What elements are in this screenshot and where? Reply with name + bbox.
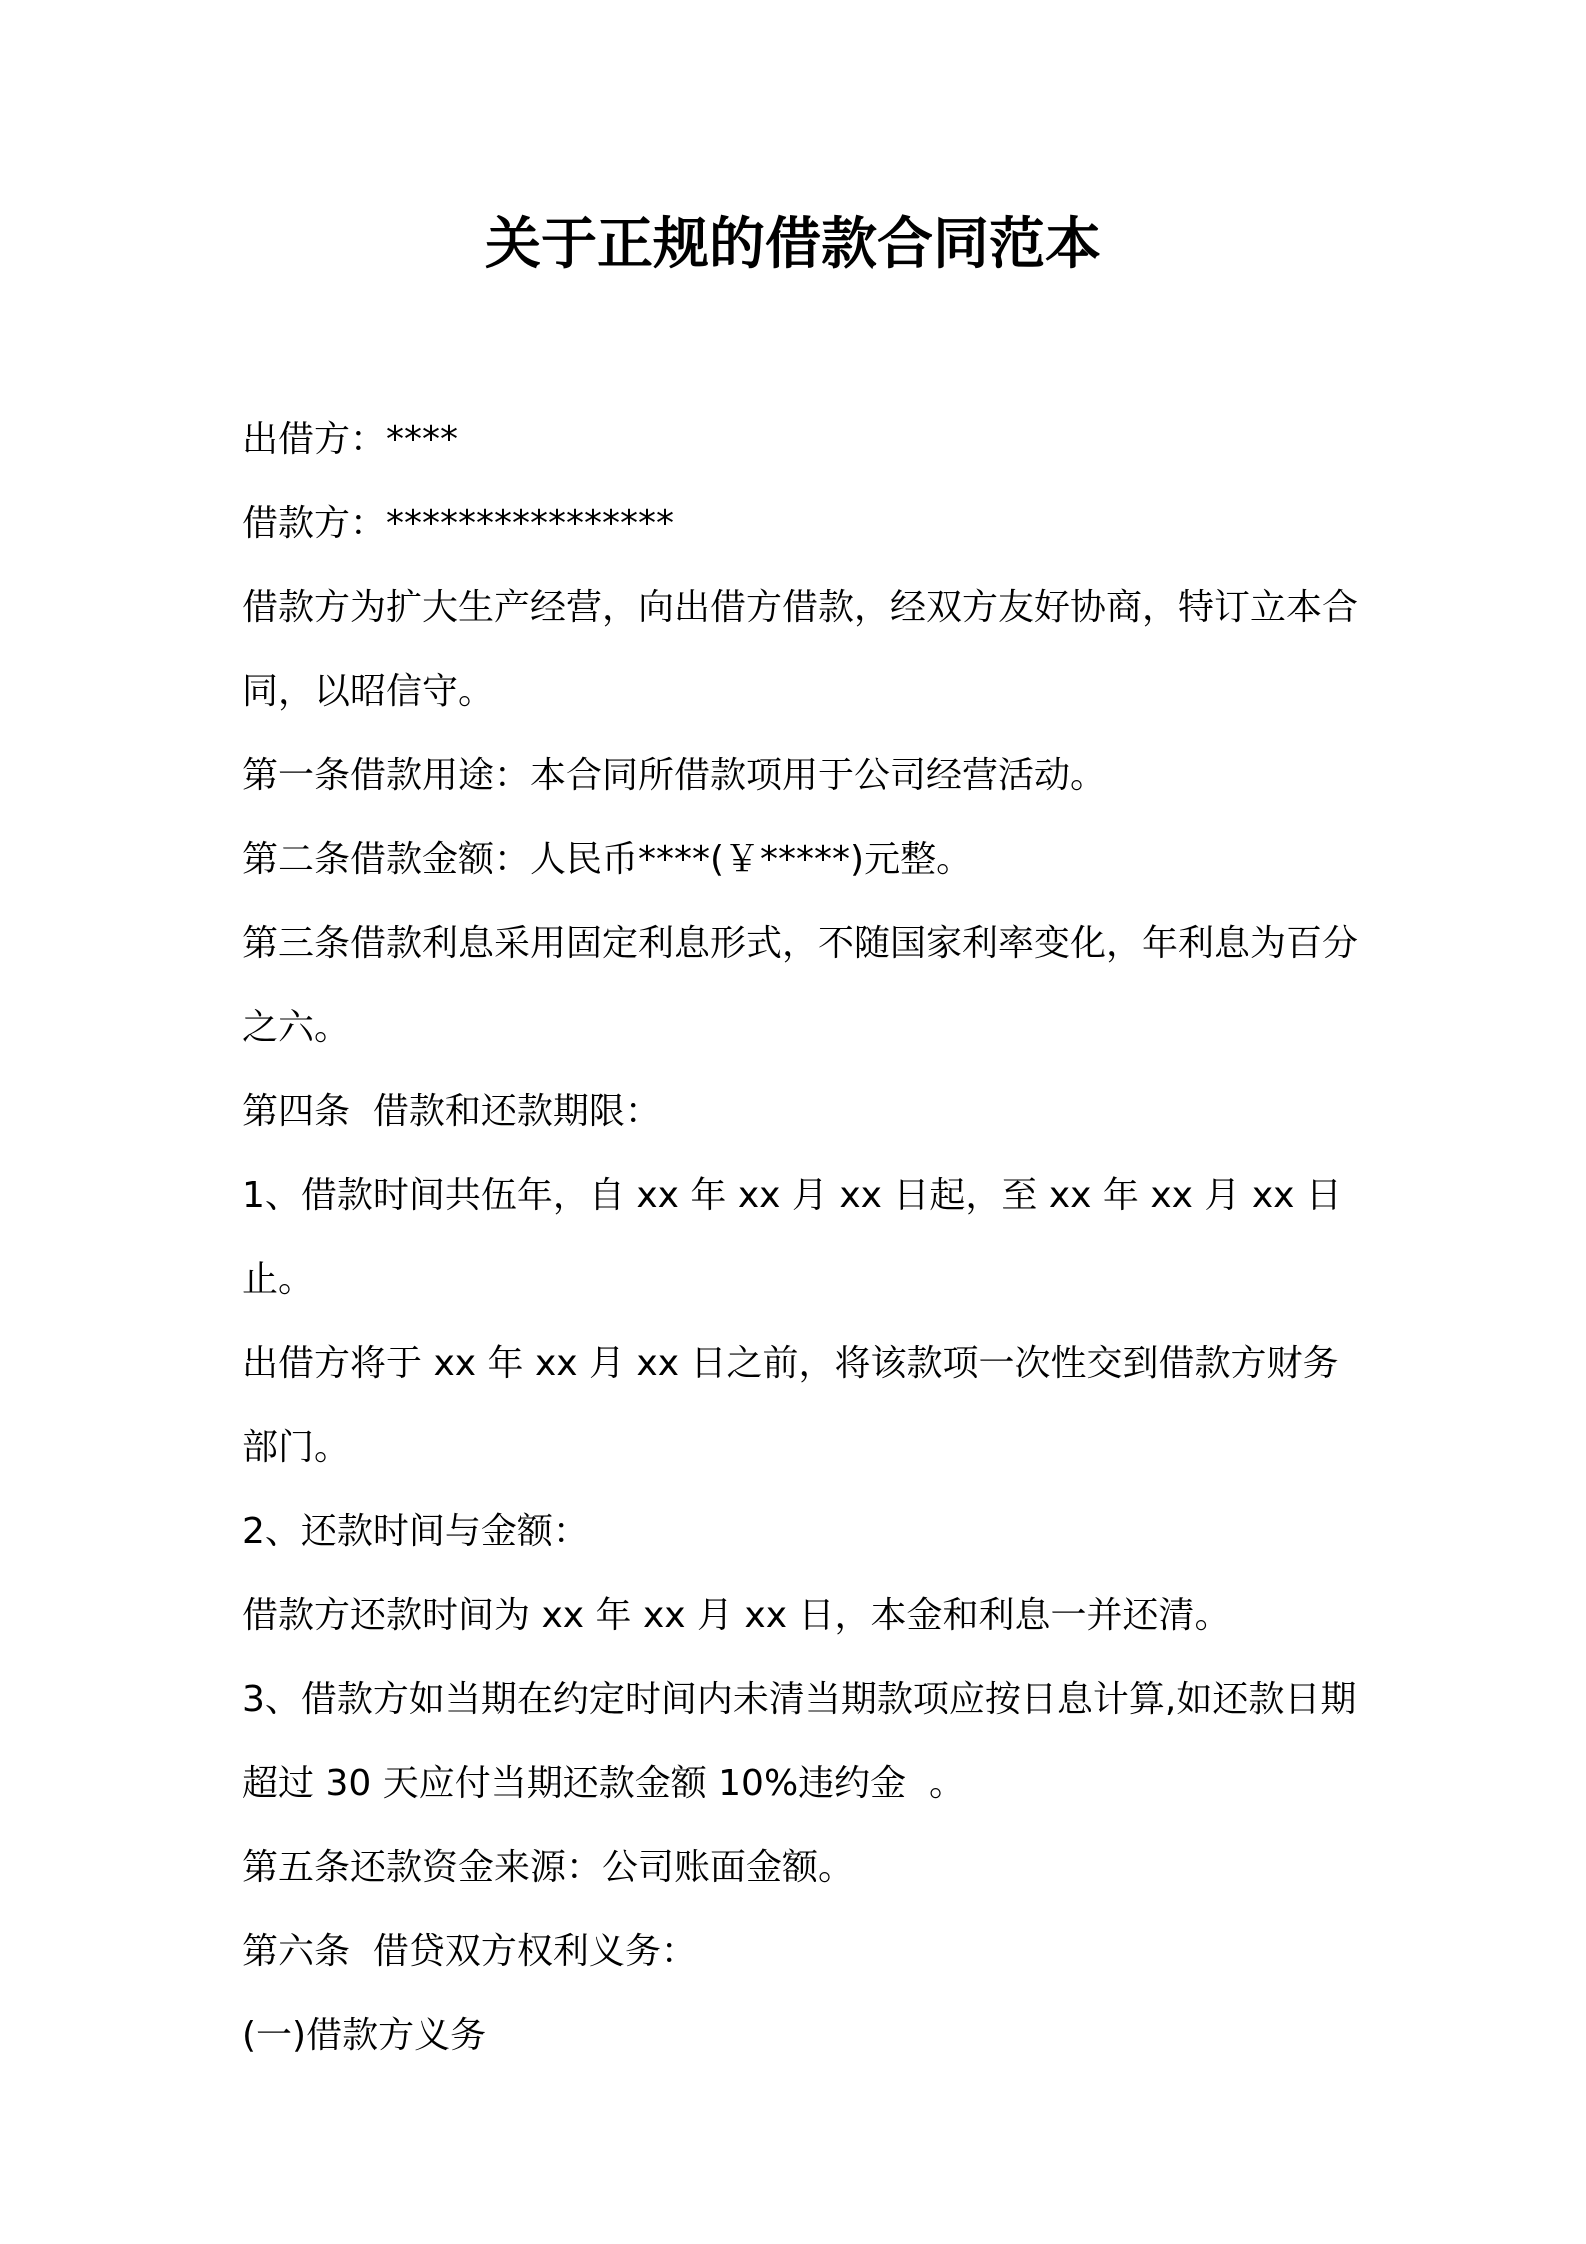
paragraph-article-5: 第五条还款资金来源：公司账面金额。: [242, 1847, 855, 1888]
document-title: 关于正规的借款合同范本: [485, 212, 1101, 277]
paragraph-article-4-item-3: 3、借款方如当期在约定时间内未清当期款项应按日息计算,如还款日期超过 30 天应付当期还款金额 10%违约金 。: [242, 1679, 1357, 1804]
paragraph-borrower: 借款方：****************: [242, 503, 675, 544]
paragraph-article-6-section-1: (一)借款方义务: [242, 2015, 487, 2056]
paragraph-article-4-item-1: 1、借款时间共伍年，自 xx 年 xx 月 xx 日起，至 xx 年 xx 月 xx 日止。: [242, 1175, 1342, 1300]
paragraph-article-4-heading: 第四条 借款和还款期限：: [242, 1091, 661, 1132]
paragraph-article-4-repayment: 借款方还款时间为 xx 年 xx 月 xx 日，本金和利息一并还清。: [242, 1595, 1231, 1636]
paragraph-article-3: 第三条借款利息采用固定利息形式，不随国家利率变化，年利息为百分之六。: [242, 923, 1359, 1048]
paragraph-article-2: 第二条借款金额：人民币****(￥*****)元整。: [242, 839, 973, 880]
paragraph-article-4-delivery: 出借方将于 xx 年 xx 月 xx 日之前，将该款项一次性交到借款方财务部门。: [242, 1343, 1339, 1468]
paragraph-article-6-heading: 第六条 借贷双方权利义务：: [242, 1931, 697, 1972]
document-body: [242, 398, 1362, 2078]
paragraph-lender: 出借方：****: [242, 419, 459, 460]
paragraph-article-4-item-2: 2、还款时间与金额：: [242, 1511, 589, 1552]
paragraph-article-1: 第一条借款用途：本合同所借款项用于公司经营活动。: [242, 755, 1107, 796]
paragraph-preamble: 借款方为扩大生产经营，向出借方借款，经双方友好协商，特订立本合同，以昭信守。: [242, 587, 1359, 712]
